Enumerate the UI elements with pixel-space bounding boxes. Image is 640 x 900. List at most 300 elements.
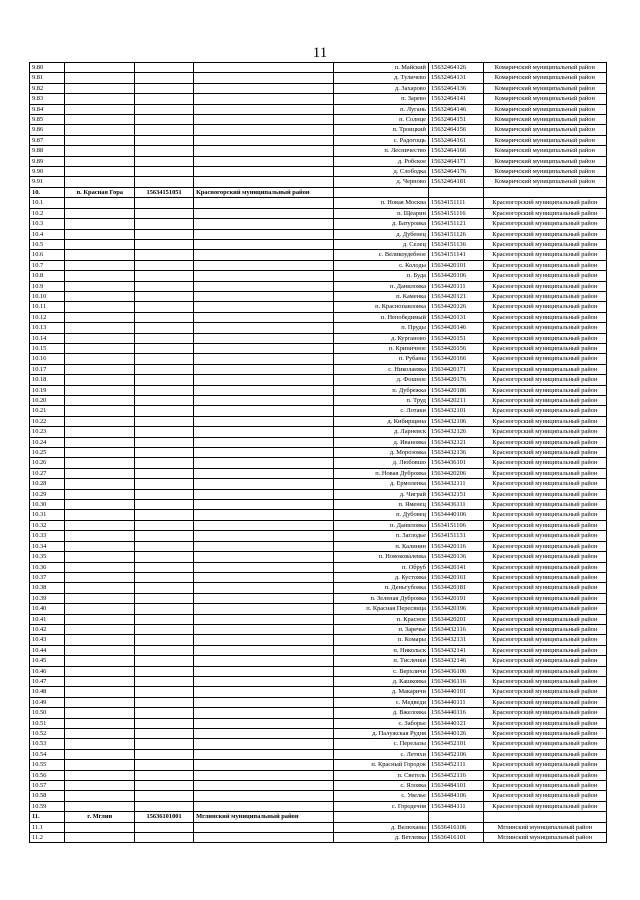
table-row bbox=[30, 739, 607, 749]
municipality-code-cell bbox=[135, 781, 194, 791]
row-number-cell: 10.42 bbox=[30, 624, 65, 634]
settlement-raion-cell: Красногорский муниципальный район bbox=[483, 697, 606, 707]
municipality-code-cell bbox=[135, 125, 194, 135]
table-row bbox=[30, 791, 607, 801]
row-number-cell: 10.18 bbox=[30, 375, 65, 385]
settlement-name-cell: с. Перелазы bbox=[333, 739, 428, 749]
settlement-raion-cell: Красногорский муниципальный район bbox=[483, 645, 606, 655]
settlement-oktmo-cell: 15634440116 bbox=[428, 708, 483, 718]
municipal-district-cell bbox=[194, 312, 333, 322]
settlement-raion-cell: Красногорский муниципальный район bbox=[483, 385, 606, 395]
row-number-cell: 10.56 bbox=[30, 770, 65, 780]
settlement-oktmo-cell: 15634420141 bbox=[428, 562, 483, 572]
municipality-code-cell bbox=[135, 593, 194, 603]
row-number-cell: 10.11 bbox=[30, 302, 65, 312]
settlement-raion-cell: Красногорский муниципальный район bbox=[483, 666, 606, 676]
settlement-name-cell: п. Тисленки bbox=[333, 656, 428, 666]
row-number-cell: 10.58 bbox=[30, 791, 65, 801]
settlement-oktmo-cell: 15634484111 bbox=[428, 801, 483, 811]
settlement-raion-cell: Комаричский муниципальный район bbox=[483, 63, 606, 73]
row-number-cell: 10.52 bbox=[30, 729, 65, 739]
settlement-oktmo-cell: 15632464126 bbox=[428, 63, 483, 73]
table-row bbox=[30, 83, 607, 93]
settlement-oktmo-cell: 15634440121 bbox=[428, 718, 483, 728]
settlement-oktmo-cell bbox=[428, 187, 483, 197]
table-row bbox=[30, 510, 607, 520]
municipality-center-cell bbox=[65, 531, 135, 541]
municipal-district-cell bbox=[194, 749, 333, 759]
municipal-district-cell bbox=[194, 125, 333, 135]
municipality-code-cell bbox=[135, 541, 194, 551]
settlement-name-cell: п. Заречье bbox=[333, 624, 428, 634]
municipality-code-cell bbox=[135, 833, 194, 843]
table-row bbox=[30, 375, 607, 385]
municipal-district-cell bbox=[194, 500, 333, 510]
municipality-code-cell bbox=[135, 656, 194, 666]
settlement-raion-cell: Красногорский муниципальный район bbox=[483, 250, 606, 260]
table-row bbox=[30, 323, 607, 333]
settlement-oktmo-cell: 15634432101 bbox=[428, 406, 483, 416]
table-row bbox=[30, 468, 607, 478]
row-number-cell: 10.20 bbox=[30, 396, 65, 406]
row-number-cell: 9.90 bbox=[30, 167, 65, 177]
municipality-center-cell bbox=[65, 63, 135, 73]
municipal-district-cell bbox=[194, 708, 333, 718]
municipality-center-cell bbox=[65, 229, 135, 239]
row-number-cell: 10.46 bbox=[30, 666, 65, 676]
table-row bbox=[30, 562, 607, 572]
settlement-raion-cell: Красногорский муниципальный район bbox=[483, 364, 606, 374]
municipal-district-cell bbox=[194, 645, 333, 655]
settlement-raion-cell: Красногорский муниципальный район bbox=[483, 749, 606, 759]
municipal-district-cell bbox=[194, 479, 333, 489]
municipality-center-cell bbox=[65, 260, 135, 270]
municipality-code-cell bbox=[135, 416, 194, 426]
settlement-oktmo-cell: 15634420116 bbox=[428, 541, 483, 551]
settlement-raion-cell: Красногорский муниципальный район bbox=[483, 739, 606, 749]
settlement-oktmo-cell: 15632464161 bbox=[428, 135, 483, 145]
municipality-code-cell bbox=[135, 375, 194, 385]
row-number-cell: 10.45 bbox=[30, 656, 65, 666]
municipality-code-cell bbox=[135, 708, 194, 718]
row-number-cell: 9.83 bbox=[30, 94, 65, 104]
settlement-raion-cell: Красногорский муниципальный район bbox=[483, 354, 606, 364]
table-row bbox=[30, 115, 607, 125]
settlement-name-cell: п. Даниловка bbox=[333, 281, 428, 291]
municipality-code-cell bbox=[135, 624, 194, 634]
settlement-oktmo-cell: 15634420171 bbox=[428, 364, 483, 374]
municipality-code-cell bbox=[135, 572, 194, 582]
settlement-raion-cell: Комаричский муниципальный район bbox=[483, 73, 606, 83]
settlement-name-cell: п. Лесничество bbox=[333, 146, 428, 156]
settlement-name-cell: п. Краснопавловка bbox=[333, 302, 428, 312]
row-number-cell: 9.81 bbox=[30, 73, 65, 83]
table-row bbox=[30, 291, 607, 301]
municipal-district-cell bbox=[194, 271, 333, 281]
municipality-center-cell bbox=[65, 739, 135, 749]
table-row bbox=[30, 364, 607, 374]
municipality-code-cell bbox=[135, 687, 194, 697]
settlement-name-cell: с. Николаевка bbox=[333, 364, 428, 374]
municipality-center-cell bbox=[65, 364, 135, 374]
municipality-code-cell bbox=[135, 73, 194, 83]
table-row bbox=[30, 343, 607, 353]
settlement-name-cell: п. Яменец bbox=[333, 500, 428, 510]
row-number-cell: 10.49 bbox=[30, 697, 65, 707]
municipality-code-cell bbox=[135, 676, 194, 686]
municipality-code-cell bbox=[135, 489, 194, 499]
municipality-center-cell bbox=[65, 448, 135, 458]
settlement-oktmo-cell: 15632464181 bbox=[428, 177, 483, 187]
municipality-center-cell bbox=[65, 271, 135, 281]
settlement-name-cell: д. Вжеловка bbox=[333, 708, 428, 718]
municipal-district-cell bbox=[194, 333, 333, 343]
municipality-center-cell bbox=[65, 125, 135, 135]
municipality-code-cell bbox=[135, 323, 194, 333]
row-number-cell: 10.7 bbox=[30, 260, 65, 270]
municipality-center-cell bbox=[65, 156, 135, 166]
settlement-name-cell: д. Фошное bbox=[333, 375, 428, 385]
municipality-code-cell bbox=[135, 63, 194, 73]
row-number-cell: 10.6 bbox=[30, 250, 65, 260]
municipal-district-cell bbox=[194, 656, 333, 666]
municipality-center-cell bbox=[65, 604, 135, 614]
municipality-center-cell bbox=[65, 687, 135, 697]
municipal-district-cell bbox=[194, 135, 333, 145]
settlement-oktmo-cell: 15632464176 bbox=[428, 167, 483, 177]
municipality-center-cell bbox=[65, 822, 135, 832]
settlement-name-cell: п. Заглодье bbox=[333, 531, 428, 541]
settlement-name-cell: п. Светель bbox=[333, 770, 428, 780]
settlement-name-cell: п. Комары bbox=[333, 635, 428, 645]
municipality-code-cell bbox=[135, 427, 194, 437]
municipality-center-cell bbox=[65, 572, 135, 582]
row-number-cell: 10.59 bbox=[30, 801, 65, 811]
settlement-name-cell: д. Курганово bbox=[333, 333, 428, 343]
municipality-center-cell bbox=[65, 635, 135, 645]
municipality-center-cell bbox=[65, 500, 135, 510]
municipality-center-cell bbox=[65, 104, 135, 114]
municipal-district-cell bbox=[194, 208, 333, 218]
table-row bbox=[30, 427, 607, 437]
municipality-center-cell bbox=[65, 219, 135, 229]
settlement-name-cell: д. Палужская Рудня bbox=[333, 729, 428, 739]
municipal-district-cell bbox=[194, 801, 333, 811]
row-number-cell: 10.38 bbox=[30, 583, 65, 593]
settlement-name-cell: п. Красное bbox=[333, 614, 428, 624]
municipality-center-cell bbox=[65, 312, 135, 322]
settlement-name-cell bbox=[333, 187, 428, 197]
municipality-code-cell bbox=[135, 406, 194, 416]
municipal-district-cell bbox=[194, 614, 333, 624]
municipal-district-cell bbox=[194, 448, 333, 458]
settlement-name-cell: д. Черново bbox=[333, 177, 428, 187]
settlement-name-cell: с. Городечня bbox=[333, 801, 428, 811]
municipal-district-cell bbox=[194, 302, 333, 312]
table-row bbox=[30, 250, 607, 260]
municipal-district-cell bbox=[194, 406, 333, 416]
settlement-oktmo-cell: 15634432151 bbox=[428, 489, 483, 499]
settlement-raion-cell bbox=[483, 187, 606, 197]
municipality-code-cell bbox=[135, 333, 194, 343]
settlement-oktmo-cell: 15634420156 bbox=[428, 343, 483, 353]
row-number-cell: 10.36 bbox=[30, 562, 65, 572]
municipality-code-cell bbox=[135, 510, 194, 520]
settlement-name-cell: п. Буда bbox=[333, 271, 428, 281]
settlement-oktmo-cell: 15634452111 bbox=[428, 760, 483, 770]
municipality-code-cell bbox=[135, 343, 194, 353]
municipality-code-cell bbox=[135, 614, 194, 624]
municipal-district-cell bbox=[194, 83, 333, 93]
municipality-center-cell bbox=[65, 489, 135, 499]
settlement-raion-cell bbox=[483, 812, 606, 822]
table-row bbox=[30, 458, 607, 468]
table-row bbox=[30, 749, 607, 759]
settlement-oktmo-cell: 15634440101 bbox=[428, 687, 483, 697]
table-row bbox=[30, 645, 607, 655]
municipal-district-cell bbox=[194, 146, 333, 156]
municipality-center-cell bbox=[65, 291, 135, 301]
settlement-name-cell: п. Криничное bbox=[333, 343, 428, 353]
table-row bbox=[30, 770, 607, 780]
settlement-raion-cell: Мглинский муниципальный район bbox=[483, 833, 606, 843]
settlement-raion-cell: Красногорский муниципальный район bbox=[483, 302, 606, 312]
municipality-center-cell bbox=[65, 146, 135, 156]
row-number-cell: 10.43 bbox=[30, 635, 65, 645]
row-number-cell: 10.21 bbox=[30, 406, 65, 416]
settlement-oktmo-cell: 15634420146 bbox=[428, 323, 483, 333]
municipal-district-cell bbox=[194, 281, 333, 291]
settlement-raion-cell: Комаричский муниципальный район bbox=[483, 146, 606, 156]
settlement-raion-cell: Красногорский муниципальный район bbox=[483, 437, 606, 447]
settlement-name-cell: п. Новая Дубровка bbox=[333, 468, 428, 478]
municipality-code-cell bbox=[135, 552, 194, 562]
settlement-raion-cell: Комаричский муниципальный район bbox=[483, 115, 606, 125]
settlement-oktmo-cell: 15634151126 bbox=[428, 229, 483, 239]
settlement-raion-cell: Красногорский муниципальный район bbox=[483, 572, 606, 582]
settlement-oktmo-cell: 15634436111 bbox=[428, 500, 483, 510]
settlement-raion-cell: Красногорский муниципальный район bbox=[483, 729, 606, 739]
row-number-cell: 9.80 bbox=[30, 63, 65, 73]
municipality-code-cell bbox=[135, 239, 194, 249]
municipal-district-cell bbox=[194, 73, 333, 83]
settlement-name-cell: д. Робское bbox=[333, 156, 428, 166]
settlement-oktmo-cell: 15632464141 bbox=[428, 94, 483, 104]
municipal-district-cell bbox=[194, 115, 333, 125]
municipality-center-cell bbox=[65, 791, 135, 801]
settlement-raion-cell: Красногорский муниципальный район bbox=[483, 448, 606, 458]
settlement-name-cell: п. Лугань bbox=[333, 104, 428, 114]
settlement-name-cell: д. Захарово bbox=[333, 83, 428, 93]
row-number-cell: 9.82 bbox=[30, 83, 65, 93]
settlement-oktmo-cell: 15634436116 bbox=[428, 676, 483, 686]
settlement-name-cell: п. Красный Городок bbox=[333, 760, 428, 770]
municipal-district-cell bbox=[194, 687, 333, 697]
settlement-raion-cell: Красногорский муниципальный район bbox=[483, 312, 606, 322]
settlement-raion-cell: Красногорский муниципальный район bbox=[483, 323, 606, 333]
municipality-center-cell bbox=[65, 614, 135, 624]
settlement-name-cell: д. Дубенец bbox=[333, 229, 428, 239]
settlement-name-cell: д. Ларневск bbox=[333, 427, 428, 437]
settlement-raion-cell: Красногорский муниципальный район bbox=[483, 281, 606, 291]
municipality-code-cell bbox=[135, 604, 194, 614]
settlement-raion-cell: Красногорский муниципальный район bbox=[483, 801, 606, 811]
municipal-district-cell bbox=[194, 624, 333, 634]
row-number-cell: 10.10 bbox=[30, 291, 65, 301]
municipality-code-cell bbox=[135, 718, 194, 728]
row-number-cell: 10.25 bbox=[30, 448, 65, 458]
table-row bbox=[30, 385, 607, 395]
settlement-raion-cell: Комаричский муниципальный район bbox=[483, 104, 606, 114]
municipality-code-cell bbox=[135, 448, 194, 458]
row-number-cell: 10.37 bbox=[30, 572, 65, 582]
page-number: 11 bbox=[312, 45, 328, 61]
municipality-center-cell bbox=[65, 645, 135, 655]
settlement-name-cell: п. Даниловка bbox=[333, 520, 428, 530]
table-row bbox=[30, 302, 607, 312]
municipality-code-cell bbox=[135, 364, 194, 374]
municipal-district-cell bbox=[194, 427, 333, 437]
settlement-name-cell: д. Ивановка bbox=[333, 437, 428, 447]
row-number-cell: 10.14 bbox=[30, 333, 65, 343]
row-number-cell: 10.24 bbox=[30, 437, 65, 447]
municipal-district-cell bbox=[194, 396, 333, 406]
settlement-oktmo-cell: 15634151111 bbox=[428, 198, 483, 208]
settlements-table-body bbox=[30, 63, 607, 843]
municipality-center-cell bbox=[65, 781, 135, 791]
municipality-center-cell bbox=[65, 697, 135, 707]
municipal-district-cell bbox=[194, 239, 333, 249]
municipal-district-cell bbox=[194, 416, 333, 426]
settlement-raion-cell: Красногорский муниципальный район bbox=[483, 510, 606, 520]
settlement-name-cell: д. Слободка bbox=[333, 167, 428, 177]
settlement-raion-cell: Красногорский муниципальный район bbox=[483, 396, 606, 406]
settlement-raion-cell: Красногорский муниципальный район bbox=[483, 781, 606, 791]
municipality-center-cell bbox=[65, 729, 135, 739]
settlement-raion-cell: Красногорский муниципальный район bbox=[483, 333, 606, 343]
row-number-cell: 10.30 bbox=[30, 500, 65, 510]
row-number-cell: 10.53 bbox=[30, 739, 65, 749]
municipal-district-cell bbox=[194, 489, 333, 499]
municipality-code-cell bbox=[135, 739, 194, 749]
settlement-raion-cell: Красногорский муниципальный район bbox=[483, 708, 606, 718]
settlement-raion-cell: Красногорский муниципальный район bbox=[483, 562, 606, 572]
municipality-code-cell bbox=[135, 135, 194, 145]
municipality-code-cell bbox=[135, 645, 194, 655]
table-row bbox=[30, 229, 607, 239]
settlement-oktmo-cell: 15634432116 bbox=[428, 624, 483, 634]
table-row bbox=[30, 822, 607, 832]
municipal-district-cell bbox=[194, 604, 333, 614]
table-row bbox=[30, 312, 607, 322]
settlement-oktmo-cell: 15634452101 bbox=[428, 739, 483, 749]
municipal-district-cell bbox=[194, 364, 333, 374]
municipality-center-cell bbox=[65, 520, 135, 530]
settlement-raion-cell: Красногорский муниципальный район bbox=[483, 375, 606, 385]
settlement-raion-cell: Красногорский муниципальный район bbox=[483, 500, 606, 510]
settlement-oktmo-cell: 15634420196 bbox=[428, 604, 483, 614]
settlement-name-cell: с. Увелье bbox=[333, 791, 428, 801]
row-number-cell: 10.23 bbox=[30, 427, 65, 437]
municipality-code-cell bbox=[135, 354, 194, 364]
settlement-raion-cell: Красногорский муниципальный район bbox=[483, 614, 606, 624]
row-number-cell: 10.35 bbox=[30, 552, 65, 562]
row-number-cell: 9.91 bbox=[30, 177, 65, 187]
municipality-code-cell bbox=[135, 520, 194, 530]
row-number-cell: 10.54 bbox=[30, 749, 65, 759]
municipal-district-cell: Мглинский муниципальный район bbox=[194, 812, 333, 822]
table-row bbox=[30, 146, 607, 156]
settlement-name-cell: с. Летяхи bbox=[333, 749, 428, 759]
table-row bbox=[30, 489, 607, 499]
municipal-district-cell bbox=[194, 729, 333, 739]
settlement-name-cell: с. Радогощь bbox=[333, 135, 428, 145]
settlement-oktmo-cell: 15634440106 bbox=[428, 510, 483, 520]
settlement-raion-cell: Красногорский муниципальный район bbox=[483, 656, 606, 666]
municipality-code-cell bbox=[135, 500, 194, 510]
table-row bbox=[30, 354, 607, 364]
municipality-code-cell bbox=[135, 458, 194, 468]
municipality-code-cell bbox=[135, 666, 194, 676]
municipal-district-cell bbox=[194, 541, 333, 551]
settlement-raion-cell: Комаричский муниципальный район bbox=[483, 135, 606, 145]
settlement-oktmo-cell: 15634440126 bbox=[428, 729, 483, 739]
settlement-oktmo-cell: 15634432111 bbox=[428, 479, 483, 489]
settlement-oktmo-cell: 15634452116 bbox=[428, 770, 483, 780]
municipality-code-cell bbox=[135, 396, 194, 406]
settlement-oktmo-cell: 15634484106 bbox=[428, 791, 483, 801]
municipal-district-cell bbox=[194, 572, 333, 582]
settlement-oktmo-cell: 15634432141 bbox=[428, 645, 483, 655]
settlement-name-cell: с. Медведи bbox=[333, 697, 428, 707]
municipal-district-cell bbox=[194, 520, 333, 530]
municipal-district-cell bbox=[194, 458, 333, 468]
table-row bbox=[30, 135, 607, 145]
settlement-raion-cell: Красногорский муниципальный район bbox=[483, 427, 606, 437]
settlement-name-cell: д. Селец bbox=[333, 239, 428, 249]
municipal-district-cell bbox=[194, 781, 333, 791]
municipality-code-cell bbox=[135, 250, 194, 260]
municipal-district-cell bbox=[194, 552, 333, 562]
settlement-name-cell: п. Каменка bbox=[333, 291, 428, 301]
table-row bbox=[30, 500, 607, 510]
settlement-raion-cell: Красногорский муниципальный район bbox=[483, 406, 606, 416]
settlement-oktmo-cell: 15634420126 bbox=[428, 302, 483, 312]
municipality-code-cell bbox=[135, 302, 194, 312]
row-number-cell: 10.1 bbox=[30, 198, 65, 208]
row-number-cell: 10.22 bbox=[30, 416, 65, 426]
municipal-district-cell bbox=[194, 562, 333, 572]
settlement-raion-cell: Комаричский муниципальный район bbox=[483, 177, 606, 187]
settlement-name-cell: п. Дубрежка bbox=[333, 385, 428, 395]
table-row bbox=[30, 219, 607, 229]
row-number-cell: 10.50 bbox=[30, 708, 65, 718]
settlement-name-cell: п. Калинин bbox=[333, 541, 428, 551]
settlement-oktmo-cell: 15634151121 bbox=[428, 219, 483, 229]
municipal-district-cell bbox=[194, 718, 333, 728]
municipal-district-cell bbox=[194, 198, 333, 208]
municipal-district-cell bbox=[194, 375, 333, 385]
settlement-raion-cell: Красногорский муниципальный район bbox=[483, 208, 606, 218]
settlement-oktmo-cell: 15634420211 bbox=[428, 396, 483, 406]
settlement-oktmo-cell: 15634432131 bbox=[428, 635, 483, 645]
row-number-cell: 10.3 bbox=[30, 219, 65, 229]
settlement-oktmo-cell: 15634151141 bbox=[428, 250, 483, 260]
municipality-center-cell bbox=[65, 167, 135, 177]
municipality-center-cell bbox=[65, 562, 135, 572]
municipality-center-cell bbox=[65, 385, 135, 395]
municipality-center-cell bbox=[65, 354, 135, 364]
